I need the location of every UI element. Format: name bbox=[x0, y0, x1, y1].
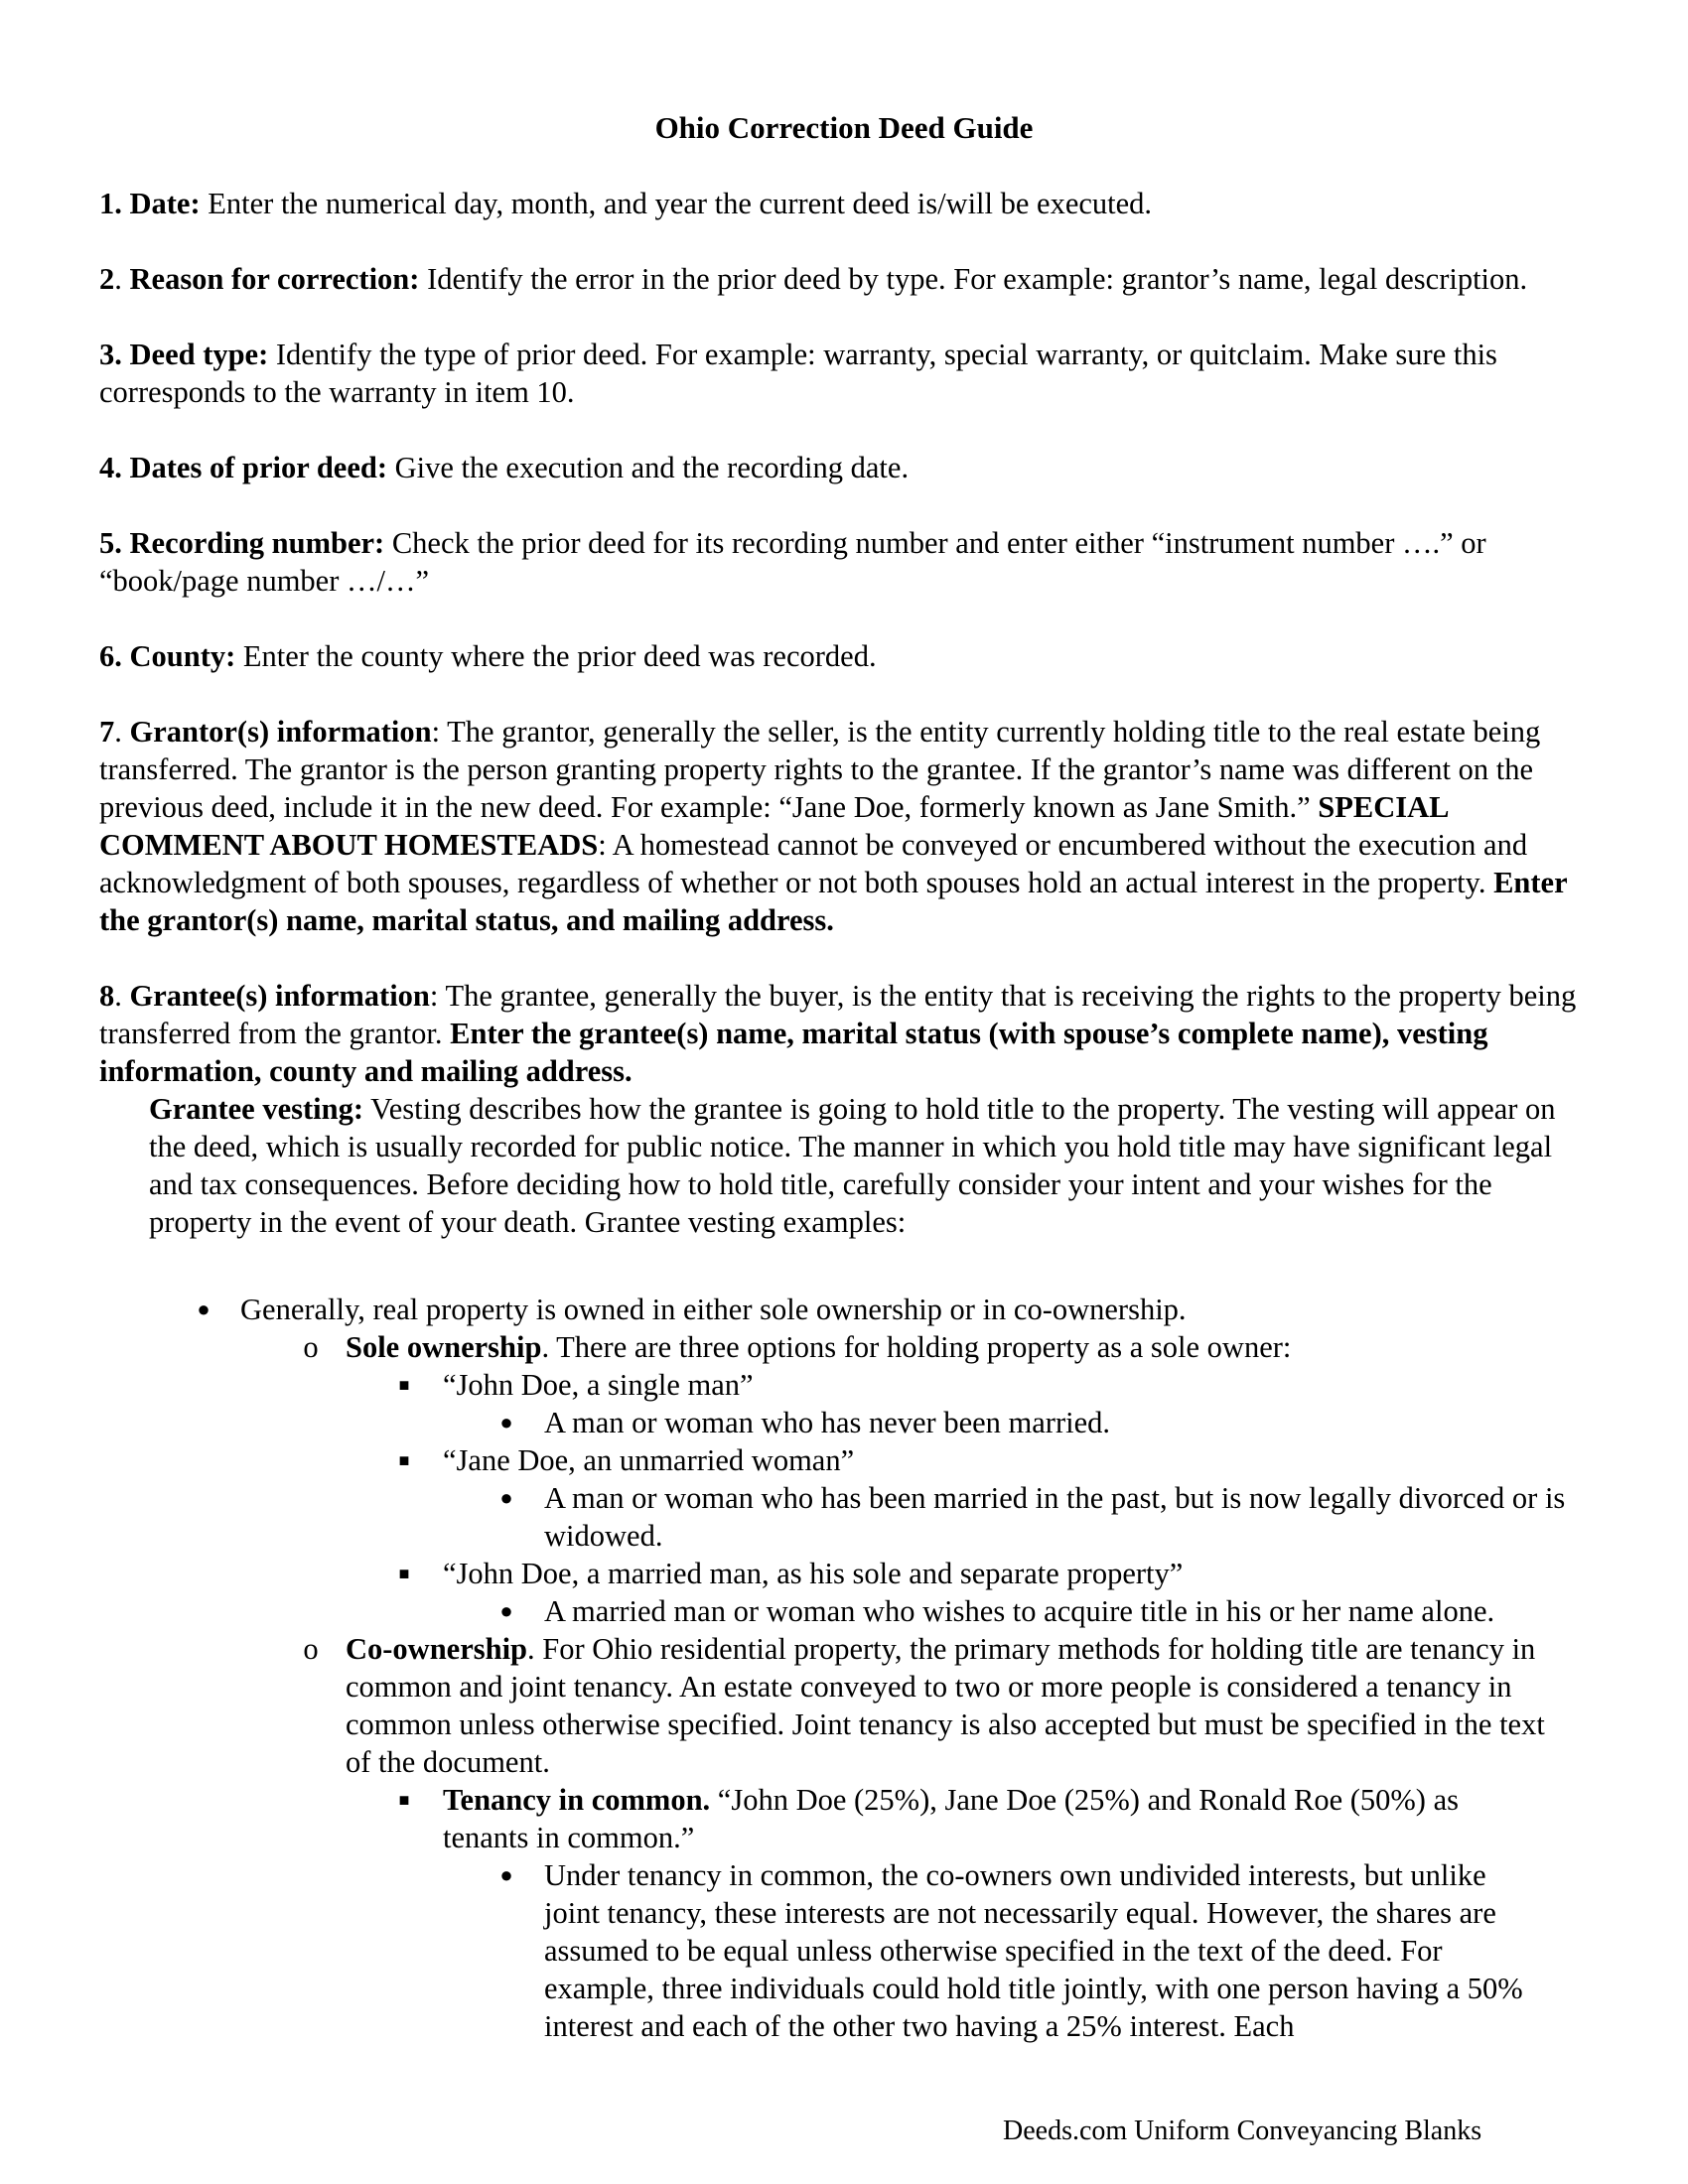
item-number: 1. bbox=[99, 187, 122, 220]
sole-option-example: “Jane Doe, an unmarried woman” bbox=[443, 1443, 855, 1477]
item-dates-prior-deed bbox=[99, 449, 1599, 486]
bullet-marker: ● bbox=[499, 1410, 513, 1434]
homestead-comment-label: SPECIAL COMMENT ABOUT HOMESTEADS bbox=[99, 790, 1448, 862]
sole-ownership-text: . There are three options for holding property as a sole owner: bbox=[541, 1330, 1292, 1364]
item-reason bbox=[99, 260, 1599, 298]
square-marker: ■ bbox=[398, 1450, 410, 1470]
item-number: 8 bbox=[99, 979, 115, 1013]
item-label: Grantee(s) information bbox=[129, 979, 430, 1013]
sole-ownership-label: Sole ownership bbox=[346, 1330, 542, 1364]
bullet-marker: ● bbox=[499, 1485, 513, 1510]
tenancy-in-common-label: Tenancy in common. bbox=[443, 1783, 711, 1817]
item-text: : The grantee, generally the buyer, is the entity that is receiving the rights to the property being transferred from the grantor. bbox=[99, 979, 1577, 1050]
item-text: : The grantor, generally the seller, is the entity currently holding title to the real estate being transferred. The grantor is the person granting property rights to the grantee. If the grantor’s name was different on the previous deed, include it in the new deed. For example: “Jane Doe, formerly known as Jane Smith.” bbox=[99, 715, 1541, 824]
grantee-vesting bbox=[149, 1090, 1599, 1241]
item-text: Enter the numerical day, month, and year the current deed is/will be executed. bbox=[200, 187, 1153, 220]
sole-option-example: “John Doe, a single man” bbox=[443, 1368, 754, 1402]
item-date bbox=[99, 185, 1599, 222]
item-grantor: 7. Grantor(s) information: The grantor, generally the seller, is the entity currently holding title to the real estate being transferred. The grantor is the person granting property rights to the grantee. If the grantor’s name was different on the previous deed, include it in the new deed. For example: “Jane Doe, formerly known as Jane Smith.” SPECIAL COMMENT ABOUT HOMESTEADS: A homestead cannot be conveyed or encumbered without the execution and acknowledgment of both spouses, regardless of whether or not both spouses hold an actual interest in the property. Enter the grantor(s) name, marital status, and mailing address. bbox=[99, 715, 1568, 937]
guide-content bbox=[99, 185, 1599, 1241]
co-ownership-text: . For Ohio residential property, the primary methods for holding title are tenancy in common and joint tenancy. An estate conveyed to two or more people is considered a tenancy in common unless otherwise specified. Joint tenancy is also accepted but must be specified in the text of the document. bbox=[346, 1632, 1545, 1779]
sole-option-example: “John Doe, a married man, as his sole and separate property” bbox=[443, 1557, 1184, 1590]
item-label: Reason for correction: bbox=[129, 262, 420, 296]
document-title: Ohio Correction Deed Guide bbox=[654, 110, 1034, 145]
circle-marker: o bbox=[303, 1330, 319, 1364]
item-deed-type bbox=[99, 336, 1599, 411]
page-footer: Deeds.com Uniform Conveyancing Blanks bbox=[1003, 2116, 1482, 2146]
bullet-marker: ● bbox=[197, 1297, 211, 1321]
item-number: 2 bbox=[99, 262, 115, 296]
grantor-instruction: Enter the grantor(s) name, marital status, and mailing address. bbox=[99, 866, 1568, 937]
item-label: Deed type: bbox=[129, 338, 269, 371]
bullet-marker: ● bbox=[499, 1598, 513, 1623]
item-text: Identify the error in the prior deed by type. For example: grantor’s name, legal description. bbox=[419, 262, 1528, 296]
sole-option-note: A man or woman who has been married in the past, but is now legally divorced or is widowed. bbox=[544, 1481, 1566, 1553]
item-county bbox=[99, 637, 1599, 675]
item-text: Enter the county where the prior deed was recorded. bbox=[235, 639, 877, 673]
sole-ownership-line bbox=[346, 1328, 1291, 1366]
item-number: 7 bbox=[99, 715, 115, 749]
co-ownership-paragraph bbox=[346, 1630, 1567, 1781]
item-label: Grantor(s) information bbox=[129, 715, 432, 749]
tenancy-in-common-text: “John Doe (25%), Jane Doe (25%) and Ronald Roe (50%) as tenants in common.” bbox=[443, 1783, 1459, 1854]
square-marker: ■ bbox=[398, 1790, 410, 1810]
item-number-dot: . bbox=[114, 262, 130, 296]
grantee-instruction: Enter the grantee(s) name, marital status (with spouse’s complete name), vesting information, county and mailing address. bbox=[99, 1017, 1488, 1088]
sole-option-note: A man or woman who has never been married. bbox=[544, 1406, 1110, 1439]
list-item-text: Generally, real property is owned in either sole ownership or in co-ownership. bbox=[240, 1293, 1187, 1326]
tenancy-in-common-paragraph bbox=[443, 1781, 1545, 1856]
tenancy-in-common-note-text: Under tenancy in common, the co-owners own undivided interests, but unlike joint tenancy, these interests are not necessarily equal. However, the shares are assumed to be equal unless otherwise specified in the text of the deed. For example, three individuals could hold title jointly, with one person having a 50% interest and each of the other two having a 25% interest. Each bbox=[544, 1858, 1523, 2043]
item-label: Recording number: bbox=[129, 526, 385, 560]
sole-option-note: A married man or woman who wishes to acquire title in his or her name alone. bbox=[544, 1594, 1495, 1628]
item-label: Date: bbox=[129, 187, 201, 220]
vesting-label: Grantee vesting: bbox=[149, 1092, 363, 1126]
circle-marker: o bbox=[303, 1632, 319, 1666]
item-text: Give the execution and the recording date. bbox=[387, 451, 910, 484]
homestead-comment-text: : A homestead cannot be conveyed or encumbered without the execution and acknowledgment of both spouses, regardless of whether or not both spouses hold an actual interest in the property. bbox=[99, 828, 1528, 899]
square-marker: ■ bbox=[398, 1564, 410, 1583]
bullet-marker: ● bbox=[499, 1862, 513, 1887]
item-number: 4. bbox=[99, 451, 122, 484]
item-label: County: bbox=[129, 639, 236, 673]
vesting-text: Vesting describes how the grantee is going to hold title to the property. The vesting will appear on the deed, which is usually recorded for public notice. The manner in which you hold title may have significant legal and tax consequences. Before deciding how to hold title, carefully consider your intent and your wishes for the property in the event of your death. Grantee vesting examples: bbox=[149, 1092, 1556, 1239]
item-label: Dates of prior deed: bbox=[129, 451, 387, 484]
item-number: 6. bbox=[99, 639, 122, 673]
item-text: Check the prior deed for its recording number and enter either “instrument number ….” or “book/page number …/…” bbox=[99, 526, 1486, 598]
item-number: 5. bbox=[99, 526, 122, 560]
square-marker: ■ bbox=[398, 1375, 410, 1395]
item-text: Identify the type of prior deed. For example: warranty, special warranty, or quitclaim. Make sure this corresponds to the warranty in item 10. bbox=[99, 338, 1497, 409]
co-ownership-label: Co-ownership bbox=[346, 1632, 528, 1666]
item-grantee: 8. Grantee(s) information: The grantee, generally the buyer, is the entity that is receiving the rights to the property being transferred from the grantor. Enter the grantee(s) name, marital status (with spouse’s complete name), vesting information, county and mailing address. bbox=[99, 979, 1577, 1088]
item-number: 3. bbox=[99, 338, 122, 371]
item-recording-number bbox=[99, 524, 1599, 600]
